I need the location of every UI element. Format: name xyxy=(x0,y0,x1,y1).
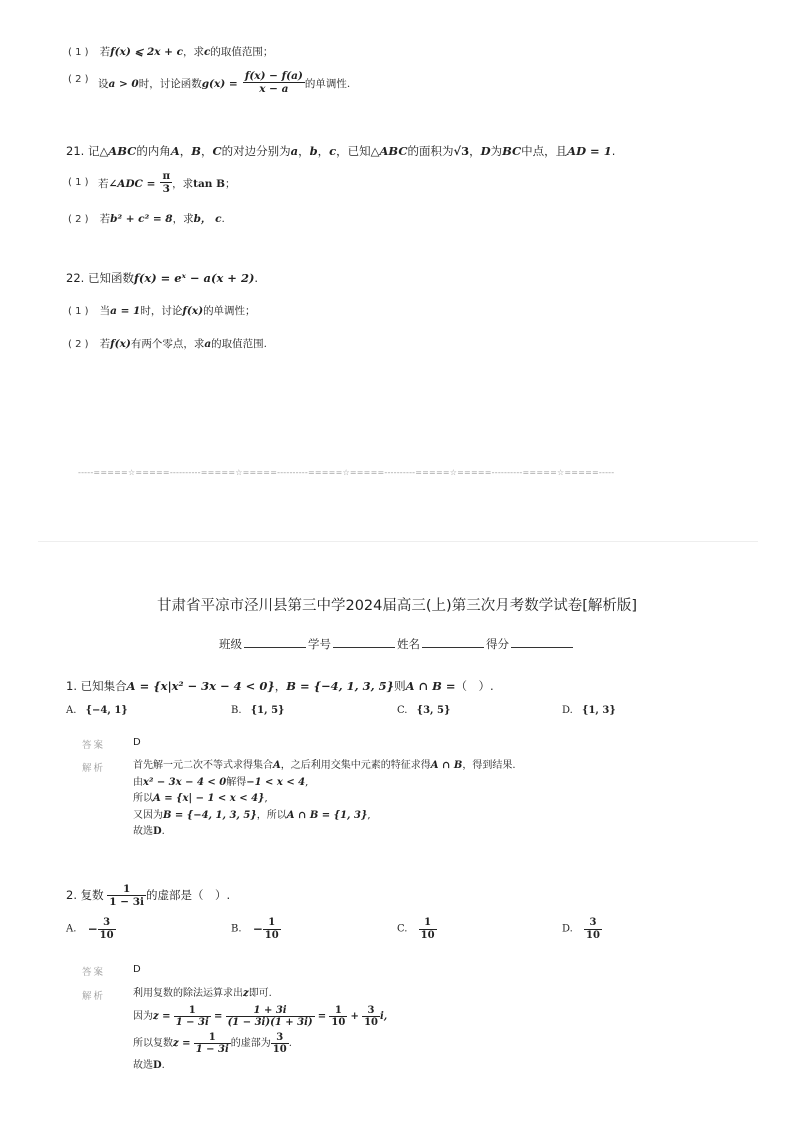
option-value: {1, 3} xyxy=(582,705,616,716)
option-value: {3, 5} xyxy=(416,705,451,716)
analysis-tag: 解析 xyxy=(82,763,106,774)
analysis-text: 利用复数的除法运算求出 xyxy=(133,988,243,999)
fraction-denominator: 1 − 3i xyxy=(109,896,145,909)
q1-option-c[interactable] xyxy=(397,705,450,716)
fraction xyxy=(263,917,281,941)
analysis-line xyxy=(133,758,516,775)
inline-math: b² + c² = 8 xyxy=(110,213,173,225)
stem-text: . xyxy=(254,271,259,285)
sub-text-pre: 若 xyxy=(99,213,111,225)
fraction xyxy=(329,1005,347,1029)
sub-text-mid: ，求 xyxy=(183,46,205,58)
field-class-label: 班级 xyxy=(219,637,242,651)
stem-text: 21. 记△ xyxy=(66,144,109,158)
field-class-blank[interactable] xyxy=(244,637,306,648)
sub-number: ( 1 ) xyxy=(68,177,89,188)
inline-math: g(x) = xyxy=(201,78,238,91)
fraction xyxy=(160,170,172,195)
sub-text-mid: ，求 xyxy=(172,178,194,191)
sub-text-pre: 当 xyxy=(99,305,111,317)
fraction-denominator: 10 xyxy=(99,929,114,941)
sub-text-pre: 设 xyxy=(98,78,109,91)
sub-text-post: . xyxy=(221,213,225,225)
inline-math: D xyxy=(153,826,162,837)
analysis-text: 故选 xyxy=(133,826,153,837)
inline-math: c xyxy=(204,46,211,58)
inline-math: a xyxy=(290,144,299,158)
q1-option-d[interactable] xyxy=(562,705,616,716)
analysis-text: , xyxy=(305,776,309,788)
inline-math: z = xyxy=(153,1010,171,1022)
analysis-line xyxy=(133,775,516,792)
fraction-denominator: 3 xyxy=(160,182,172,195)
inline-math: B = {−4, 1, 3, 5} xyxy=(163,809,257,821)
stem-text: 的虚部是（ ）. xyxy=(146,888,231,903)
fraction-numerator: 1 xyxy=(268,917,276,928)
inline-math: x² − 3x − 4 < 0 xyxy=(143,776,227,788)
analysis-text: 因为 xyxy=(133,1010,153,1022)
inline-math: D xyxy=(153,1059,162,1071)
student-info-fields xyxy=(0,636,794,652)
stem-text: ， xyxy=(274,679,287,693)
option-sign: − xyxy=(252,922,263,936)
sub-number: ( 2 ) xyxy=(68,74,89,85)
fraction-denominator: x − a xyxy=(243,82,305,95)
sub-text-mid: 时，讨论函数 xyxy=(138,78,202,91)
analysis-line xyxy=(133,1058,387,1075)
q1-option-b[interactable] xyxy=(231,705,284,716)
fraction xyxy=(174,1005,211,1029)
stem-text: ， xyxy=(298,144,310,158)
q22-sub2 xyxy=(68,332,267,351)
answer-tag: 答案 xyxy=(82,967,106,978)
question-22-stem xyxy=(66,270,258,286)
analysis-text: ，之后利用交集中元素的特征求得 xyxy=(280,760,431,771)
q2-option-d[interactable] xyxy=(562,917,602,941)
inline-math: i, xyxy=(379,1010,388,1022)
analysis-text: , xyxy=(264,793,268,804)
inline-math: + xyxy=(350,1010,359,1022)
question-2-stem xyxy=(66,883,230,908)
inline-math: ABC xyxy=(379,144,408,158)
inline-math: a = 1 xyxy=(110,305,141,317)
analysis-text: 解得 xyxy=(226,776,247,788)
sub-text-mid: 时，讨论 xyxy=(140,305,183,317)
analysis-text: 的虚部为 xyxy=(230,1037,271,1049)
stem-text: ， xyxy=(317,144,330,158)
inline-math: A xyxy=(273,760,281,771)
q2-option-b[interactable] xyxy=(231,917,281,941)
inline-math: ABC xyxy=(108,144,137,158)
analysis-text: 所以 xyxy=(133,793,153,804)
analysis-tag: 解析 xyxy=(82,991,106,1002)
analysis-line xyxy=(133,808,516,825)
q2-option-c[interactable] xyxy=(397,917,437,941)
stem-text: 为 xyxy=(490,144,503,158)
sub-text-pre: 若 xyxy=(98,178,109,191)
fraction-numerator: 1 xyxy=(334,1004,342,1016)
analysis-text: 又因为 xyxy=(133,809,163,821)
sub-text-mid: ，求 xyxy=(172,213,194,225)
option-label: B. xyxy=(231,923,242,935)
q21-sub1 xyxy=(98,170,235,195)
fraction-numerator: 1 xyxy=(208,1031,216,1043)
stem-text: 的对边分别为 xyxy=(221,144,291,158)
stem-text: 2. 复数 xyxy=(66,888,104,903)
inline-math: tan B xyxy=(193,178,225,191)
section-separator: -----=====☆=====----------=====☆=====----------=====☆=====----------=====☆=====----------=====☆=====----- xyxy=(78,468,615,477)
stem-text: （ ）. xyxy=(455,679,494,693)
option-label: C. xyxy=(397,705,408,716)
option-label: A. xyxy=(66,923,77,935)
q2-option-a[interactable] xyxy=(66,917,116,941)
stem-text: ， xyxy=(179,144,192,158)
fraction-denominator: 10 xyxy=(331,1017,346,1028)
analysis-text: ，所以 xyxy=(256,809,287,821)
inline-math: ∠ADC = xyxy=(108,178,156,191)
sub-text-post: 的单调性； xyxy=(203,305,256,317)
inline-math: A = {x|x² − 3x − 4 < 0} xyxy=(126,679,275,693)
stem-text: ， xyxy=(200,144,213,158)
option-label: D. xyxy=(562,705,573,716)
q20-sub2 xyxy=(98,70,350,95)
stem-text: 的内角 xyxy=(136,144,171,158)
analysis-line xyxy=(133,791,516,808)
option-value: {1, 5} xyxy=(250,705,285,716)
answer-tag: 答案 xyxy=(82,740,106,751)
fraction-denominator: 1 − 3i xyxy=(195,1044,229,1055)
analysis-text: 故选 xyxy=(133,1059,153,1071)
field-name-label: 姓名 xyxy=(397,637,420,651)
fraction-denominator: 10 xyxy=(586,929,600,941)
fraction-numerator: 1 xyxy=(424,917,432,928)
analysis-text: . xyxy=(288,1037,292,1049)
analysis-text: . xyxy=(161,826,165,837)
sub-text-post: 的取值范围. xyxy=(211,338,267,350)
fraction xyxy=(226,1005,315,1029)
analysis-text: 即可. xyxy=(248,988,272,999)
q22-sub1 xyxy=(68,299,256,318)
option-label: D. xyxy=(562,923,573,935)
inline-math: f(x) = eˣ − a(x + 2) xyxy=(133,271,255,285)
inline-math: a > 0 xyxy=(108,78,139,91)
answer-value: D xyxy=(133,737,141,748)
answer-value: D xyxy=(133,964,141,975)
sub-text-post: ； xyxy=(224,178,236,191)
field-score-label: 得分 xyxy=(486,637,509,651)
sub-number: ( 1 ) xyxy=(68,47,89,58)
fraction-numerator: f(x) − f(a) xyxy=(244,70,303,82)
inline-math: B = {−4, 1, 3, 5} xyxy=(286,679,395,693)
analysis-body xyxy=(133,758,516,841)
stem-text: . xyxy=(611,144,616,158)
sub-number: ( 1 ) xyxy=(68,306,89,317)
fraction-numerator: 3 xyxy=(367,1004,375,1016)
inline-math: a xyxy=(204,338,212,350)
analysis-text: ，得到结果. xyxy=(462,760,516,771)
page-divider xyxy=(38,541,758,542)
q1-option-a[interactable] xyxy=(66,705,128,716)
sub-text-pre: 若 xyxy=(99,46,111,58)
inline-math: f(x) xyxy=(182,305,204,317)
inline-math: √3 xyxy=(453,144,470,158)
fraction-denominator: 10 xyxy=(264,929,279,941)
inline-math: D xyxy=(480,144,491,158)
stem-text: ， xyxy=(469,144,481,158)
document-title: 甘肃省平凉市泾川县第三中学2024届高三(上)第三次月考数学试卷[解析版] xyxy=(156,598,638,614)
analysis-body xyxy=(133,986,387,1074)
fraction-numerator: 1 xyxy=(188,1004,196,1016)
inline-math: C xyxy=(212,144,222,158)
inline-math: A ∩ B = xyxy=(405,679,456,693)
field-name-blank[interactable] xyxy=(422,637,484,648)
q20-sub2-number xyxy=(68,67,89,86)
fraction-numerator: 3 xyxy=(276,1031,284,1043)
fraction xyxy=(194,1032,231,1056)
fraction-numerator: 1 + 3i xyxy=(253,1004,287,1016)
stem-text: ，已知△ xyxy=(336,144,380,158)
inline-math: b xyxy=(309,144,318,158)
option-label: C. xyxy=(397,923,408,935)
analysis-text: . xyxy=(161,1059,165,1071)
q20-sub1 xyxy=(68,40,273,59)
inline-math: AD = 1 xyxy=(567,144,612,158)
inline-math: −1 < x < 4 xyxy=(246,776,306,788)
inline-math: c xyxy=(329,144,337,158)
option-value: {−4, 1} xyxy=(85,705,128,716)
analysis-text: 首先解一元二次不等式求得集合 xyxy=(133,760,273,771)
analysis-line xyxy=(133,1032,387,1056)
inline-math: = xyxy=(213,1010,223,1022)
fraction xyxy=(271,1032,289,1056)
field-id-blank[interactable] xyxy=(333,637,395,648)
fraction-numerator: 3 xyxy=(589,917,597,928)
stem-text: 的面积为 xyxy=(407,144,454,158)
sub-text-mid: 有两个零点，求 xyxy=(130,338,205,350)
inline-math: = xyxy=(317,1010,327,1022)
fraction xyxy=(107,883,146,908)
inline-math: A xyxy=(170,144,180,158)
analysis-line xyxy=(133,1005,387,1029)
fraction-denominator: 1 − 3i xyxy=(175,1017,209,1028)
inline-math: b， c xyxy=(193,213,222,225)
q21-sub1-number xyxy=(68,170,89,189)
analysis-text: , xyxy=(367,809,371,821)
stem-text: 中点，且 xyxy=(521,144,568,158)
inline-math: z = xyxy=(173,1037,191,1049)
inline-math: A ∩ B xyxy=(430,760,463,771)
analysis-text: 由 xyxy=(133,776,143,788)
inline-math: A ∩ B = {1, 3} xyxy=(286,809,368,821)
inline-math: f(x) xyxy=(110,338,131,350)
stem-text: 1. 已知集合 xyxy=(66,679,127,693)
fraction-denominator: 10 xyxy=(420,929,435,941)
fraction-denominator: (1 − 3i)(1 + 3i) xyxy=(227,1017,313,1028)
option-label: B. xyxy=(231,705,242,716)
fraction-denominator: 10 xyxy=(364,1017,378,1028)
option-label: A. xyxy=(66,705,77,716)
q21-sub2 xyxy=(68,207,225,226)
analysis-line xyxy=(133,824,516,841)
analysis-text: 所以复数 xyxy=(133,1037,173,1049)
stem-text: 则 xyxy=(394,679,406,693)
fraction xyxy=(98,917,116,941)
stem-text: 22. 已知函数 xyxy=(66,271,134,285)
fraction-numerator: 3 xyxy=(103,917,111,928)
sub-number: ( 2 ) xyxy=(68,339,89,350)
field-id-label: 学号 xyxy=(308,637,331,651)
inline-math: B xyxy=(191,144,201,158)
fraction-numerator: 1 xyxy=(123,883,131,895)
sub-text-pre: 若 xyxy=(99,338,111,350)
inline-math: BC xyxy=(502,144,522,158)
fraction xyxy=(419,917,437,941)
sub-text-post: 的单调性. xyxy=(304,78,351,91)
fraction xyxy=(584,917,602,941)
inline-math: A = {x| − 1 < x < 4} xyxy=(153,793,265,804)
option-sign: − xyxy=(87,922,98,936)
question-21-stem xyxy=(66,143,615,159)
fraction xyxy=(243,70,305,95)
inline-math: z xyxy=(243,988,249,999)
fraction xyxy=(362,1005,380,1029)
sub-text-post: 的取值范围； xyxy=(210,46,274,58)
field-score-blank[interactable] xyxy=(511,637,573,648)
fraction-numerator: π xyxy=(162,170,171,182)
fraction-denominator: 10 xyxy=(272,1044,287,1055)
question-1-stem xyxy=(66,678,494,694)
inline-math: f(x) ⩽ 2x + c xyxy=(110,46,184,58)
sub-number: ( 2 ) xyxy=(68,214,89,225)
analysis-line xyxy=(133,986,387,1003)
